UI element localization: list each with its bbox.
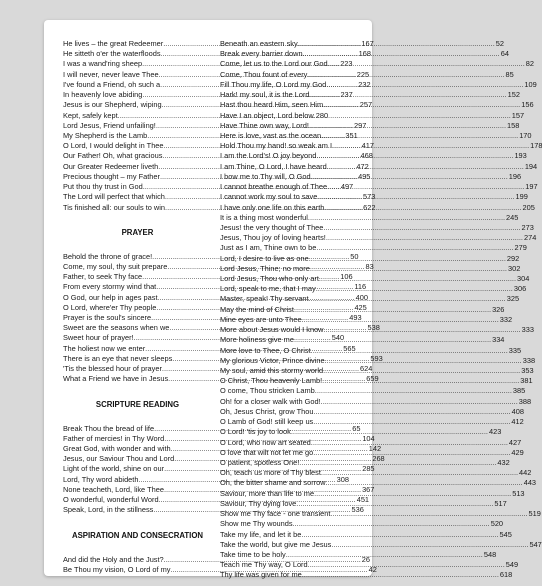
hymn-title: Take the world, but give me Jesus (220, 539, 332, 549)
hymn-title: Have I an object, Lord below (220, 110, 314, 120)
index-entry (220, 417, 524, 427)
index-entry (220, 49, 509, 59)
hymn-title: I was a wand'ring sheep (63, 59, 143, 69)
index-entry (220, 314, 513, 325)
page-number: 536 (351, 505, 364, 515)
hymn-title: Oh! for a closer walk with God! (220, 396, 321, 406)
hymn-title: Jesus is our Shepherd, wiping (63, 100, 162, 110)
dot-leader (331, 540, 528, 550)
page-number: 335 (508, 345, 522, 355)
page-number: 194 (524, 161, 538, 171)
index-entry (220, 251, 520, 264)
index-entry (220, 529, 512, 540)
hymn-title: Great God, with wonder and with (63, 444, 171, 453)
dot-leader (309, 294, 506, 304)
page-number: 353 (521, 366, 534, 375)
page-number: 495 (358, 171, 371, 181)
page-number: 351 (345, 130, 358, 140)
hymn-title: O patient, spotless One! (220, 457, 300, 467)
page-number: 538 (367, 323, 380, 333)
hymn-title: 'Tis the blessed hour of prayer (63, 364, 162, 374)
dot-leader (314, 407, 511, 417)
hymn-title: Saviour, more than life to me (220, 488, 315, 498)
hymn-title: I am the Lord's! O joy beyond (220, 151, 317, 161)
page-number: 196 (508, 171, 522, 181)
page-number: 513 (512, 488, 525, 498)
page-number: 223 (340, 59, 353, 69)
hymn-title: Light of the world, shine on our (63, 464, 165, 474)
index-entry (220, 79, 537, 90)
index-entry (220, 274, 530, 284)
dot-leader (286, 550, 483, 560)
hymn-title: Father, to seek Thy face (63, 272, 143, 282)
index-entry (220, 539, 542, 550)
page-number: 42 (368, 564, 377, 574)
hymn-title: The holiest now we enter (63, 343, 146, 353)
hymn-title: I am Thine, O Lord, I have heard (220, 161, 327, 171)
page-number: 517 (494, 498, 507, 508)
hymn-title: My Shepherd is the Lamb (63, 130, 148, 140)
index-entry (220, 478, 537, 488)
hymn-title: Take my life, and let it be (220, 529, 302, 539)
page-number: 443 (523, 478, 537, 488)
hymn-title: Just as I am, Thine own to be (220, 243, 317, 253)
page-number: 338 (522, 355, 536, 365)
dot-leader (326, 233, 523, 243)
page-number: 540 (331, 333, 345, 343)
page-number: 142 (368, 444, 382, 453)
page-number: 65 (352, 423, 361, 433)
index-entry (220, 233, 537, 243)
page-number: 225 (356, 69, 370, 79)
page-number: 622 (363, 202, 376, 212)
dot-leader (303, 49, 500, 59)
hymn-title: Lord, speak to me, that I may (220, 284, 316, 294)
hymn-title: My glorious Victor, Prince divine (220, 355, 325, 365)
hymn-title: It is a thing most wonderful (220, 212, 308, 222)
page-number: 408 (511, 406, 524, 416)
page-number: 549 (505, 560, 519, 570)
dot-leader (323, 100, 520, 110)
dot-leader (323, 223, 520, 233)
page-number: 304 (517, 274, 530, 284)
page-number: 245 (506, 212, 519, 222)
hymn-title: What a Friend we have in Jesus (63, 374, 169, 384)
hymn-title: The Lord will perfect that which (63, 192, 165, 202)
hymn-title: Thy life was given for me (220, 570, 302, 580)
page-number: 268 (372, 454, 385, 464)
dot-leader (296, 499, 493, 509)
page-number: 302 (507, 263, 521, 273)
page-number: 545 (499, 529, 512, 539)
hymn-title: Put thou thy trust in God (63, 182, 143, 192)
dot-leader (316, 243, 513, 253)
hymn-title: O Lord, who now art seated (220, 437, 311, 447)
hymn-title: Lord Jesus, Thine; no more (220, 263, 310, 273)
hymn-title: Hark! my soul, it is the Lord (220, 90, 310, 100)
index-entry (220, 335, 505, 345)
hymn-title: Jesus! the very thought of Thee (220, 222, 324, 232)
page-number: 417 (361, 141, 374, 151)
hymn-title: Lord Jesus, Friend unfailing! (63, 120, 156, 130)
dot-leader (291, 427, 488, 437)
page-number: 497 (340, 182, 354, 192)
hymn-title: I cannot work my soul to save (220, 192, 318, 202)
page-number: 279 (514, 243, 527, 253)
dot-leader (325, 353, 522, 366)
hymn-title: Tis finished all: our souls to win (63, 202, 166, 212)
hymn-title: Oh, teach us more of Thy blest (220, 468, 321, 478)
hymn-title: Break Thou the bread of life (63, 423, 155, 433)
hymn-title: And did the Holy and the Just? (63, 554, 164, 564)
section-heading: ASPIRATION AND CONSECRATION (71, 530, 204, 540)
page-number: 157 (511, 110, 525, 120)
hymn-title: Behold the throne of grace! (63, 251, 153, 261)
page-number: 520 (490, 519, 504, 529)
index-entry (220, 59, 534, 69)
page-number: 83 (365, 261, 374, 271)
page-number: 106 (340, 272, 353, 282)
dot-leader (307, 70, 504, 80)
dot-leader (332, 141, 529, 151)
page-number: 332 (499, 314, 513, 324)
dot-leader (302, 570, 499, 580)
hymn-title: O wonderful, wonderful Word (63, 495, 159, 505)
hymn-title: Lord Jesus, Thou who only art (220, 274, 319, 284)
page-number: 152 (507, 90, 521, 100)
hymn-title: Lord, Thy word abideth (63, 474, 139, 484)
hymn-title: Sweet are the seasons when we (63, 323, 170, 333)
page-number: 308 (336, 474, 349, 484)
hymn-title: Take time to be holy (220, 549, 286, 559)
dot-leader (309, 251, 506, 264)
hymn-title: Break every barrier down (220, 49, 303, 59)
dot-leader (316, 284, 513, 294)
dot-leader (313, 448, 510, 458)
hymn-title: There is an eye that never sleeps (63, 353, 173, 363)
index-entry (220, 570, 513, 580)
page-number: 85 (505, 69, 514, 79)
page-number: 385 (512, 386, 526, 396)
index-entry (220, 294, 520, 304)
page-number: 292 (506, 253, 520, 263)
hymn-title: Come, Thou fount of every (220, 69, 308, 79)
page-number: 104 (362, 433, 375, 443)
page-number: 593 (370, 353, 383, 363)
dot-leader (310, 261, 507, 274)
hymn-title: Beneath an eastern sky (220, 39, 298, 48)
hymn-title: I have only one life on this earth (220, 202, 325, 212)
page-number: 52 (495, 39, 505, 48)
dot-leader (321, 468, 518, 478)
page-number: 285 (362, 464, 375, 474)
section-heading: PRAYER (121, 227, 154, 237)
page-number: 432 (497, 457, 510, 467)
page-number: 199 (515, 192, 528, 202)
dot-leader (294, 302, 491, 315)
hymn-title: Speak, Lord, in the stillness (63, 505, 154, 515)
dot-leader (313, 417, 510, 427)
dot-leader (311, 438, 508, 448)
hymn-title: Show me Thy wounds (220, 519, 293, 529)
hymn-title: Jesus, Thou joy of loving hearts! (220, 233, 326, 243)
page-number: 429 (511, 447, 524, 457)
hymn-title: Our Father! Oh, what gracious (63, 151, 163, 161)
page-number: 193 (514, 151, 527, 161)
hymn-title: Our Greater Redeemer liveth (63, 161, 159, 171)
hymn-title: Kept, safely kept (63, 110, 118, 120)
hymn-title: O God, our help in ages past (63, 292, 158, 302)
hymn-title: Have Thine own way, Lord! (220, 120, 309, 130)
index-entry (220, 69, 514, 80)
hymn-title: Be Thou my vision, O Lord of my (63, 564, 171, 574)
dot-leader (327, 182, 524, 192)
dot-leader (314, 489, 511, 499)
hymn-title: Jesus, our Saviour Thou and Lord (63, 454, 175, 464)
page-number: 26 (361, 554, 371, 564)
index-entry (220, 100, 534, 110)
page-number: 156 (521, 100, 534, 110)
page-number: 519 (528, 509, 541, 519)
hymn-title: More about Jesus would I know (220, 325, 324, 335)
hymn-title: None teacheth, Lord, like Thee (63, 484, 164, 494)
page-number: 367 (362, 484, 375, 494)
page-number: 451 (356, 495, 370, 505)
page-number: 116 (354, 282, 367, 292)
index-entry (220, 519, 504, 529)
dot-leader (309, 121, 506, 131)
hymn-title: I will never, never leave Thee (63, 69, 159, 79)
page-number: 468 (360, 151, 373, 161)
hymn-title: Here is love, vast as the ocean (220, 130, 322, 140)
page-number: 425 (354, 302, 367, 312)
hymn-title: Hold Thou my hand! so weak am I (220, 141, 333, 151)
page-number: 333 (521, 325, 534, 335)
dot-leader (330, 509, 527, 519)
hymn-title: Oh, the bitter shame and sorrow (220, 478, 326, 488)
hymn-title: O come, Thou stricken Lamb (220, 386, 315, 396)
index-page (44, 20, 542, 580)
page-number: 158 (507, 120, 520, 130)
dot-leader (326, 478, 523, 488)
index-entry (220, 302, 505, 315)
hymn-title: Teach me Thy way, O Lord (220, 560, 308, 570)
index-entry (220, 406, 524, 417)
hymn-title: Prayer is the soul's sincere (63, 313, 152, 323)
page-number: 400 (355, 292, 368, 302)
dot-leader (324, 203, 521, 213)
hymn-title: Oh, Jesus Christ, grow Thou (220, 406, 314, 416)
index-entry (220, 243, 527, 253)
hymn-title: Sweet hour of prayer! (63, 333, 134, 343)
hymn-title: He lives – the great Redeemer (63, 39, 164, 48)
page-number: 197 (525, 182, 538, 192)
hymn-title: Father of mercies! in Thy Word (63, 433, 165, 443)
hymn-title: I cannot breathe enough of Thee (220, 182, 328, 192)
hymn-title: May the mind of Christ (220, 304, 294, 314)
hymn-title: O Lamb of God! still keep us (220, 417, 314, 427)
page-number: 493 (349, 313, 362, 323)
page-number: 659 (366, 374, 379, 384)
page-number: 381 (520, 376, 533, 386)
index-entry (220, 343, 522, 356)
dot-leader (301, 530, 498, 540)
dot-leader (326, 80, 523, 90)
page-number: 326 (492, 304, 505, 314)
dot-leader (298, 39, 495, 49)
index-entry (220, 427, 502, 437)
dot-leader (308, 213, 505, 223)
page-number: 82 (525, 59, 534, 69)
hymn-title: My soul, amid this stormy world (220, 366, 324, 375)
hymn-title: From every stormy wind that (63, 282, 157, 292)
page-number: 412 (511, 417, 524, 427)
hymn-title: Fill Thou my life, O Lord my God (220, 79, 327, 89)
page-number: 257 (359, 100, 373, 110)
hymn-title: Come, my soul, thy suit prepare (63, 261, 168, 271)
dot-leader (322, 376, 519, 386)
hymn-title: O Lord! 'tis joy to look (220, 427, 291, 437)
page-number: 50 (350, 251, 359, 261)
hymn-title: Hast thou heard Him, seen Him (220, 100, 324, 110)
dot-leader (321, 131, 518, 141)
index-entry (220, 284, 527, 294)
dot-leader (316, 151, 513, 161)
dot-leader (324, 325, 521, 335)
index-entry (220, 161, 538, 172)
dot-leader (323, 366, 520, 376)
dot-leader (302, 315, 499, 325)
hymn-title: More love to Thee, O Christ (220, 345, 311, 355)
page-number: 442 (519, 468, 532, 478)
page-number: 167 (361, 39, 374, 48)
page-number: 618 (499, 570, 513, 580)
page-number: 306 (513, 284, 527, 294)
page-number: 64 (500, 49, 509, 59)
page-number: 548 (483, 549, 497, 559)
page-number: 274 (523, 233, 537, 243)
dot-leader (293, 519, 490, 529)
dot-leader (310, 90, 507, 100)
page-number: 573 (363, 192, 376, 202)
hymn-title: I bow me to Thy will, O God (220, 171, 311, 181)
hymn-title: He sitteth o'er the waterfloods (63, 49, 161, 59)
dot-leader (294, 335, 491, 345)
hymn-title: Come, let us to the Lord our God (220, 59, 328, 69)
hymn-title: In heavenly love abiding (63, 90, 143, 100)
dot-leader (299, 458, 496, 468)
dot-leader (308, 560, 505, 570)
page-number: 273 (521, 222, 534, 232)
index-entry (220, 130, 532, 141)
hymn-title: More holiness give me (220, 335, 294, 345)
page-number: 624 (360, 364, 373, 374)
hymn-title: Saviour, Thy dying love (220, 498, 297, 508)
page-number: 178 (530, 141, 542, 151)
page-number: 280 (315, 110, 329, 120)
page-number: 109 (524, 79, 537, 89)
dot-leader (311, 172, 508, 182)
index-entry (220, 386, 526, 396)
page-number: 170 (519, 130, 532, 140)
page-number: 423 (488, 427, 502, 437)
hymn-title: Lord, I desire to live as one (220, 253, 309, 263)
page-number: 237 (340, 90, 353, 100)
index-entry (220, 171, 522, 182)
page-number: 565 (343, 343, 356, 353)
page-number: 388 (518, 396, 532, 406)
hymn-title: I've found a Friend, oh such a (63, 79, 161, 89)
dot-leader (321, 397, 518, 407)
index-entry (220, 110, 525, 121)
dot-leader (315, 386, 512, 396)
hymn-title: Show me Thy face - one transient (220, 509, 331, 519)
index-entry (220, 120, 520, 131)
hymn-title: Master, speak! Thy servant (220, 294, 309, 304)
index-entry (220, 222, 534, 233)
dot-leader (317, 192, 514, 202)
index-entry (220, 509, 541, 519)
page-number: 297 (353, 120, 367, 130)
index-entry (220, 90, 521, 100)
dot-leader (319, 274, 516, 284)
index-entry (220, 396, 532, 407)
index-entry (220, 212, 519, 223)
dot-leader (328, 59, 525, 69)
hymn-title: O Lord, where'er Thy people (63, 302, 157, 312)
page-number: 325 (506, 294, 520, 304)
dot-leader (314, 111, 511, 121)
section-heading: SCRIPTURE READING (95, 399, 180, 409)
page-number: 472 (356, 161, 369, 171)
page-number: 427 (508, 437, 522, 447)
dot-leader (327, 162, 524, 172)
hymn-title: O love that wilt not let me go (220, 447, 314, 457)
page-number: 334 (492, 335, 505, 345)
page-number: 232 (358, 79, 371, 89)
hymn-title: O Christ, Thou heavenly Lamb! (220, 376, 323, 386)
index-entry (220, 182, 538, 192)
hymn-title: Precious thought – my Father (63, 171, 160, 181)
dot-leader (311, 343, 508, 356)
hymn-title: Mine eyes are unto Thee (220, 314, 302, 324)
hymn-title: O Lord, I would delight in Thee (63, 141, 164, 151)
page-number: 205 (522, 202, 535, 212)
page-number: 168 (358, 49, 372, 59)
page-number: 547 (529, 539, 542, 549)
